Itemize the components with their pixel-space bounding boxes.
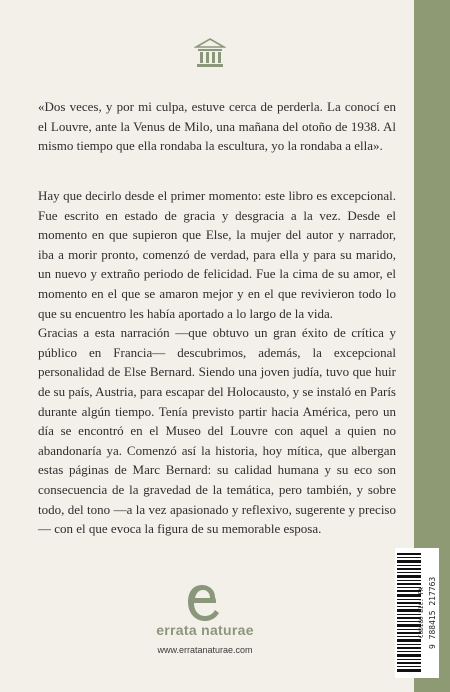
paragraph-2: Gracias a esta narración —que obtuvo un gran éxito de crítica y público en Francia— descubrimos, además, la excepcional personalidad de Else Bernard. Siendo una joven judía, tuvo que huir de su país, Austria, para escapar del Holocausto, y se instaló en París durante algún tiempo. Tenía previsto partir hacia América, pero un día se encontró en el Museo del Louvre con aquel a quien no abandonaría ya. Comenzó así la historia, hoy mítica, que albergan estas páginas de Marc Bernard: su calidad humana y su eco son consecuencia de la gravedad de la temática, pero también, y sobre todo, del tono —a la vez apasionado y reflexivo, sugerente y preciso— con el que evoca la figura de su memorable esposa. bbox=[38, 325, 396, 537]
quote-blurb: «Dos veces, y por mi culpa, estuve cerca de perderla. La conocí en el Louvre, ante la Venus de Milo, una mañana del otoño de 1938. Al mismo tiempo que ella rondaba la escultura, yo la rondaba a ella». bbox=[38, 99, 396, 154]
paragraph-1: Hay que decirlo desde el primer momento: este libro es excepcional. Fue escrito en estado de gracia y desgracia a la vez. Desde el momento en que supieron que Else, la mujer del autor y narrador, iba a morir pronto, comenzó de verdad, para ella y para su marido, un nuevo y extraño periodo de felicidad. Fue la cima de su amor, el momento en el que se amaron mejor y en el que revivieron todo lo que su encuentro les había aportado a lo largo de la vida. bbox=[38, 188, 396, 321]
building-logo-icon bbox=[194, 38, 226, 68]
publisher-name: errata naturae bbox=[156, 622, 254, 638]
description-text bbox=[38, 186, 396, 539]
errata-e-icon bbox=[185, 583, 223, 623]
barcode-bic-code: CÓDIGO BIC: FA bbox=[418, 587, 425, 639]
barcode-isbn-digits: 9 788415 217763 bbox=[428, 576, 437, 650]
publisher-url: www.erratanaturae.com bbox=[157, 645, 253, 655]
